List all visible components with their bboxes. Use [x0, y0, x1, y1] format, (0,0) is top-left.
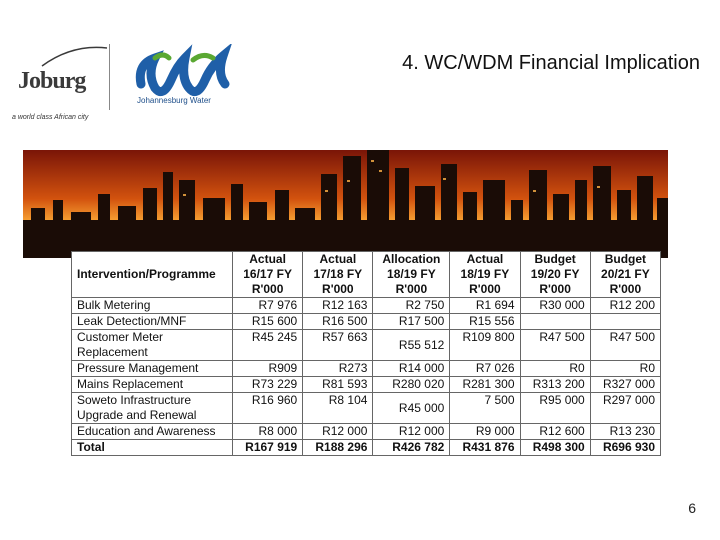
total-value-cell: R696 930 [590, 440, 660, 456]
page-number: 6 [688, 500, 696, 516]
table-row [72, 314, 661, 330]
programme-cell: Bulk Metering [72, 298, 233, 314]
programme-cell: Education and Awareness [72, 424, 233, 440]
johannesburg-water-wordmark: Johannesburg Water [137, 96, 211, 105]
column-header [450, 252, 520, 298]
header-line: 20/21 FY [601, 267, 650, 281]
value-cell: R55 512 [373, 330, 450, 361]
value-cell: R12 000 [303, 424, 373, 440]
header-line: 16/17 FY [243, 267, 292, 281]
total-value-cell: R426 782 [373, 440, 450, 456]
value-cell: R2 750 [373, 298, 450, 314]
header-line: 19/20 FY [530, 267, 580, 281]
value-cell: R14 000 [373, 361, 450, 377]
value-cell [520, 314, 590, 330]
value-cell: R109 800 [450, 330, 520, 361]
value-cell: R15 556 [450, 314, 520, 330]
financial-table [71, 251, 661, 456]
value-cell: R12 000 [373, 424, 450, 440]
logo-divider [109, 44, 110, 110]
header-line: 17/18 FY [313, 267, 363, 281]
header-line: Actual [249, 252, 286, 266]
city-skyline-image [23, 150, 668, 258]
value-cell: R12 200 [590, 298, 660, 314]
value-cell: R45 000 [373, 393, 450, 424]
value-cell: R0 [590, 361, 660, 377]
value-cell: R327 000 [590, 377, 660, 393]
column-header [373, 252, 450, 298]
value-cell: R17 500 [373, 314, 450, 330]
total-value-cell: R431 876 [450, 440, 520, 456]
value-cell: R15 600 [233, 314, 303, 330]
header-line: Actual [319, 252, 357, 266]
value-cell [590, 314, 660, 330]
value-cell: R313 200 [520, 377, 590, 393]
total-value-cell: R167 919 [233, 440, 303, 456]
value-cell: R7 976 [233, 298, 303, 314]
column-header [520, 252, 590, 298]
programme-cell: Leak Detection/MNF [72, 314, 233, 330]
value-cell: R297 000 [590, 393, 660, 424]
column-header [72, 252, 233, 298]
value-cell: R16 500 [303, 314, 373, 330]
total-label: Total [72, 440, 233, 456]
value-cell: R12 163 [303, 298, 373, 314]
header-line: R'000 [469, 282, 501, 296]
value-cell: R81 593 [303, 377, 373, 393]
value-cell: R273 [303, 361, 373, 377]
header-line: R'000 [322, 282, 354, 296]
table-row [72, 361, 661, 377]
header-line: Actual [466, 252, 504, 266]
table-row [72, 424, 661, 440]
header-line: Allocation [382, 252, 441, 266]
value-cell: R73 229 [233, 377, 303, 393]
header-line: R'000 [539, 282, 571, 296]
value-cell: R281 300 [450, 377, 520, 393]
header-line: Budget [534, 252, 576, 266]
column-header [233, 252, 303, 298]
value-cell: R8 104 [303, 393, 373, 424]
joburg-tagline: a world class African city [12, 114, 89, 121]
value-cell: R1 694 [450, 298, 520, 314]
column-header [590, 252, 660, 298]
header-line: R'000 [609, 282, 642, 296]
table-header-row [72, 252, 661, 298]
value-cell: R12 600 [520, 424, 590, 440]
programme-cell: Pressure Management [72, 361, 233, 377]
total-value-cell: R188 296 [303, 440, 373, 456]
programme-cell: Mains Replacement [72, 377, 233, 393]
slide-title: 4. WC/WDM Financial Implication [402, 52, 700, 74]
value-cell: R13 230 [590, 424, 660, 440]
header-line: 18/19 FY [460, 267, 510, 281]
table-row [72, 330, 661, 361]
value-cell: 7 500 [450, 393, 520, 424]
value-cell: R280 020 [373, 377, 450, 393]
value-cell: R30 000 [520, 298, 590, 314]
value-cell: R47 500 [520, 330, 590, 361]
programme-cell: Customer Meter Replacement [72, 330, 233, 361]
value-cell: R9 000 [450, 424, 520, 440]
header-line: R'000 [251, 282, 284, 296]
value-cell: R0 [520, 361, 590, 377]
value-cell: R45 245 [233, 330, 303, 361]
table-row [72, 298, 661, 314]
table-total-row [72, 440, 661, 456]
joburg-wordmark: Joburg [18, 68, 86, 94]
value-cell: R57 663 [303, 330, 373, 361]
header-line: Intervention/Programme [77, 267, 216, 281]
table-row [72, 377, 661, 393]
value-cell: R7 026 [450, 361, 520, 377]
table-row [72, 393, 661, 424]
column-header [303, 252, 373, 298]
value-cell: R909 [233, 361, 303, 377]
total-value-cell: R498 300 [520, 440, 590, 456]
value-cell: R47 500 [590, 330, 660, 361]
header-line: Budget [604, 252, 647, 266]
programme-cell: Soweto Infrastructure Upgrade and Renewal [72, 393, 233, 424]
value-cell: R16 960 [233, 393, 303, 424]
value-cell: R95 000 [520, 393, 590, 424]
header-line: 18/19 FY [387, 267, 436, 281]
header-line: R'000 [395, 282, 428, 296]
value-cell: R8 000 [233, 424, 303, 440]
